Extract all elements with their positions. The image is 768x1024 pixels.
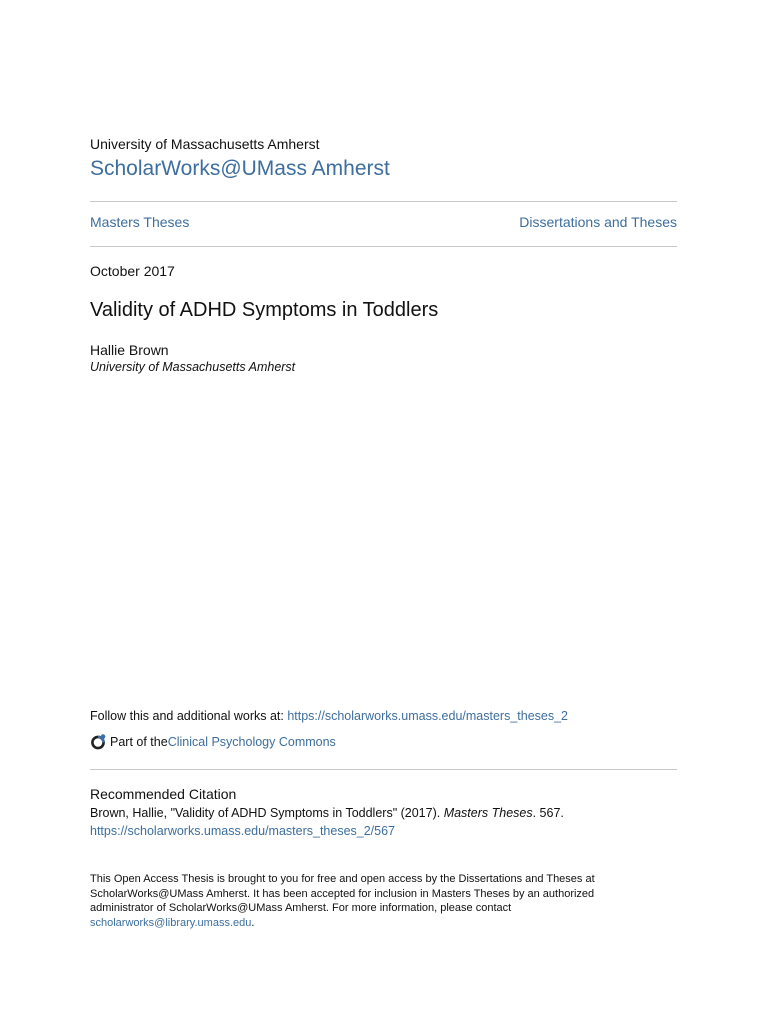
clinical-psychology-commons-link[interactable]: Clinical Psychology Commons <box>167 734 336 749</box>
citation-url-link[interactable]: https://scholarworks.umass.edu/masters_theses_2/567 <box>90 824 396 838</box>
institution-name: University of Massachusetts Amherst <box>90 136 320 152</box>
commons-network-icon <box>90 733 107 750</box>
dissertations-theses-link[interactable]: Dissertations and Theses <box>519 214 677 230</box>
repository-link[interactable]: ScholarWorks@UMass Amherst <box>90 157 390 180</box>
contact-email-link[interactable]: scholarworks@library.umass.edu <box>90 916 252 929</box>
follow-prefix: Follow this and additional works at: <box>90 709 288 723</box>
notice-line-4 <box>90 916 630 931</box>
nav-divider <box>90 246 677 247</box>
thesis-title: Validity of ADHD Symptoms in Toddlers <box>90 299 439 321</box>
citation-prefix: Brown, Hallie, "Validity of ADHD Symptoms in Toddlers" (2017). <box>90 806 444 820</box>
follow-url-link[interactable]: https://scholarworks.umass.edu/masters_theses_2 <box>287 709 569 723</box>
citation-suffix: . 567. <box>532 806 564 820</box>
part-of-line <box>90 733 336 750</box>
masters-theses-link[interactable]: Masters Theses <box>90 214 190 230</box>
open-access-notice <box>90 872 630 930</box>
notice-line-1: This Open Access Thesis is brought to you for free and open access by the Dissertations and Theses at <box>90 873 595 885</box>
citation-text <box>90 806 564 820</box>
citation-divider <box>90 769 677 770</box>
author-affiliation: University of Massachusetts Amherst <box>90 360 296 374</box>
notice-line-2: ScholarWorks@UMass Amherst. It has been accepted for inclusion in Masters Theses by an authorized <box>90 887 595 900</box>
publication-date: October 2017 <box>90 263 175 279</box>
citation-series: Masters Theses <box>443 806 533 820</box>
part-of-prefix: Part of the <box>110 734 168 749</box>
author-name: Hallie Brown <box>90 342 169 358</box>
notice-end: . <box>251 916 255 929</box>
citation-heading: Recommended Citation <box>90 786 237 802</box>
follow-line <box>90 709 568 723</box>
header-divider <box>90 201 677 202</box>
notice-line-3: administrator of ScholarWorks@UMass Amherst. For more information, please contact <box>90 902 512 914</box>
